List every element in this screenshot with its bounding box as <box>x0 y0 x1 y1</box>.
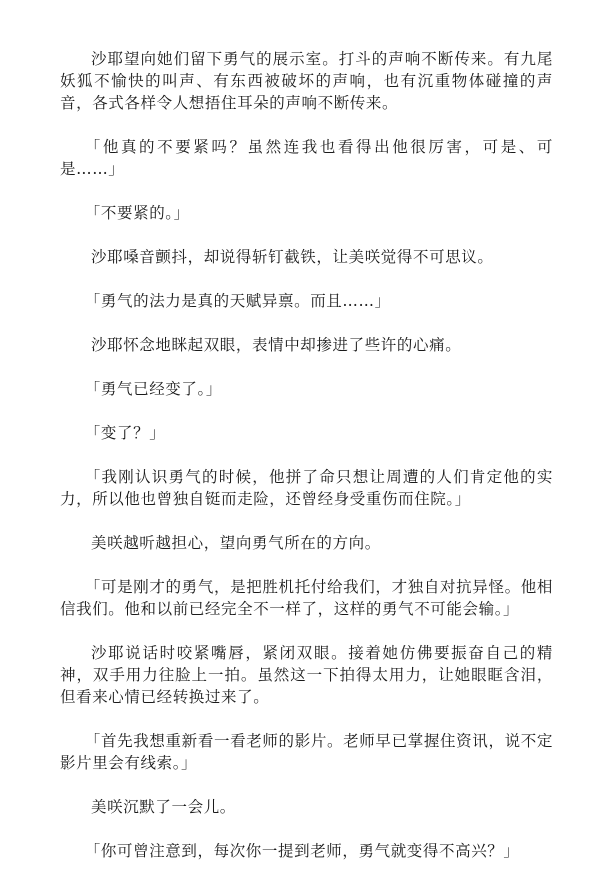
dialogue-paragraph: 「不要紧的。」 <box>84 204 190 222</box>
dialogue-paragraph: 「可是刚才的勇气，是把胜机托付给我们，才独自对抗异怪。他相信我们。他和以前已经完全不一样了，这样的勇气不可能会输。」 <box>60 578 553 618</box>
narration-paragraph: 美咲沉默了一会儿。 <box>91 798 236 816</box>
narration-paragraph: 沙耶嗓音颤抖，却说得斩钉截铁，让美咲觉得不可思议。 <box>91 248 494 266</box>
dialogue-paragraph: 「勇气的法力是真的天赋异禀。而且……」 <box>84 292 391 310</box>
dialogue-paragraph: 「你可曾注意到，每次你一提到老师，勇气就变得不高兴？」 <box>84 842 520 860</box>
dialogue-paragraph: 「他真的不要紧吗？虽然连我也看得出他很厉害，可是、可是……」 <box>60 138 553 178</box>
narration-paragraph: 沙耶怀念地眯起双眼，表情中却掺进了些许的心痛。 <box>91 336 462 354</box>
narration-paragraph: 美咲越听越担心，望向勇气所在的方向。 <box>91 534 381 552</box>
dialogue-paragraph: 「首先我想重新看一看老师的影片。老师早已掌握住资讯，说不定影片里会有线索。」 <box>60 732 553 772</box>
dialogue-paragraph: 「勇气已经变了。」 <box>84 380 222 398</box>
narration-paragraph: 沙耶望向她们留下勇气的展示室。打斗的声响不断传来。有九尾妖狐不愉快的叫声、有东西被破坏的声响，也有沉重物体碰撞的声音，各式各样令人想捂住耳朵的声响不断传来。 <box>60 50 553 112</box>
dialogue-paragraph: 「变了？」 <box>84 424 166 442</box>
dialogue-paragraph: 「我刚认识勇气的时候，他拼了命只想让周遭的人们肯定他的实力，所以他也曾独自铤而走险，还曾经身受重伤而住院。」 <box>60 468 553 508</box>
narration-paragraph: 沙耶说话时咬紧嘴唇，紧闭双眼。接着她仿佛要振奋自己的精神，双手用力往脸上一拍。虽然这一下拍得太用力，让她眼眶含泪，但看来心情已经转换过来了。 <box>60 644 553 706</box>
